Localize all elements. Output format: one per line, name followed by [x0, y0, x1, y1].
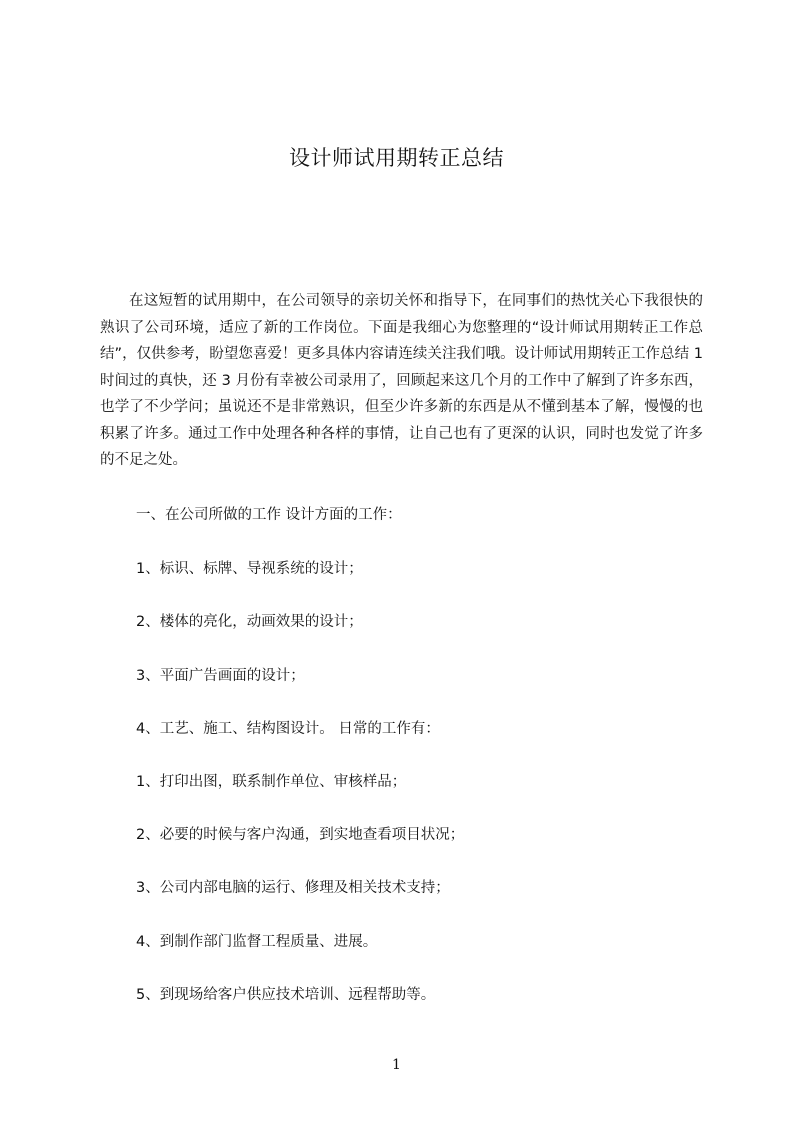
- list-item: 5、到现场给客户供应技术培训、远程帮助等。: [136, 987, 436, 1003]
- list-item: 3、平面广告画面的设计；: [136, 668, 305, 684]
- page-number: 1: [392, 1057, 401, 1073]
- list-item: 1、标识、标牌、导视系统的设计；: [136, 561, 363, 577]
- list-item: 2、楼体的亮化，动画效果的设计；: [136, 614, 363, 630]
- list-item: 4、到制作部门监督工程质量、进展。: [136, 934, 378, 950]
- section-heading: 一、在公司所做的工作 设计方面的工作：: [136, 507, 402, 523]
- list-item: 4、工艺、施工、结构图设计。 日常的工作有：: [136, 721, 440, 737]
- list-item: 2、必要的时候与客户沟通，到实地查看项目状况；: [136, 827, 465, 843]
- list-item: 1、打印出图，联系制作单位、审核样品；: [136, 774, 407, 790]
- intro-paragraph: 在这短暂的试用期中，在公司领导的亲切关怀和指导下，在同事们的热忱关心下我很快的熟识了公司环境，适应了新的工作岗位。下面是我细心为您整理的“设计师试用期转正工作总结”，仅供参考，盼望您喜爱！更多具体内容请连续关注我们哦。设计师试用期转正工作总结 1 时间过的真快，还 3 月份有幸被公司录用了，回顾起来这几个月的工作中了解到了许多东西，也学了不少学问；虽说还不是非常熟识，但至少许多新的东西是从不懂到基本了解，慢慢的也积累了许多。通过工作中处理各种各样的事情，让自己也有了更深的认识，同时也发觉了许多的不足之处。: [100, 293, 703, 468]
- list-item: 3、公司内部电脑的运行、修理及相关技术支持；: [136, 880, 450, 896]
- page-title: 设计师试用期转正总结: [289, 146, 504, 170]
